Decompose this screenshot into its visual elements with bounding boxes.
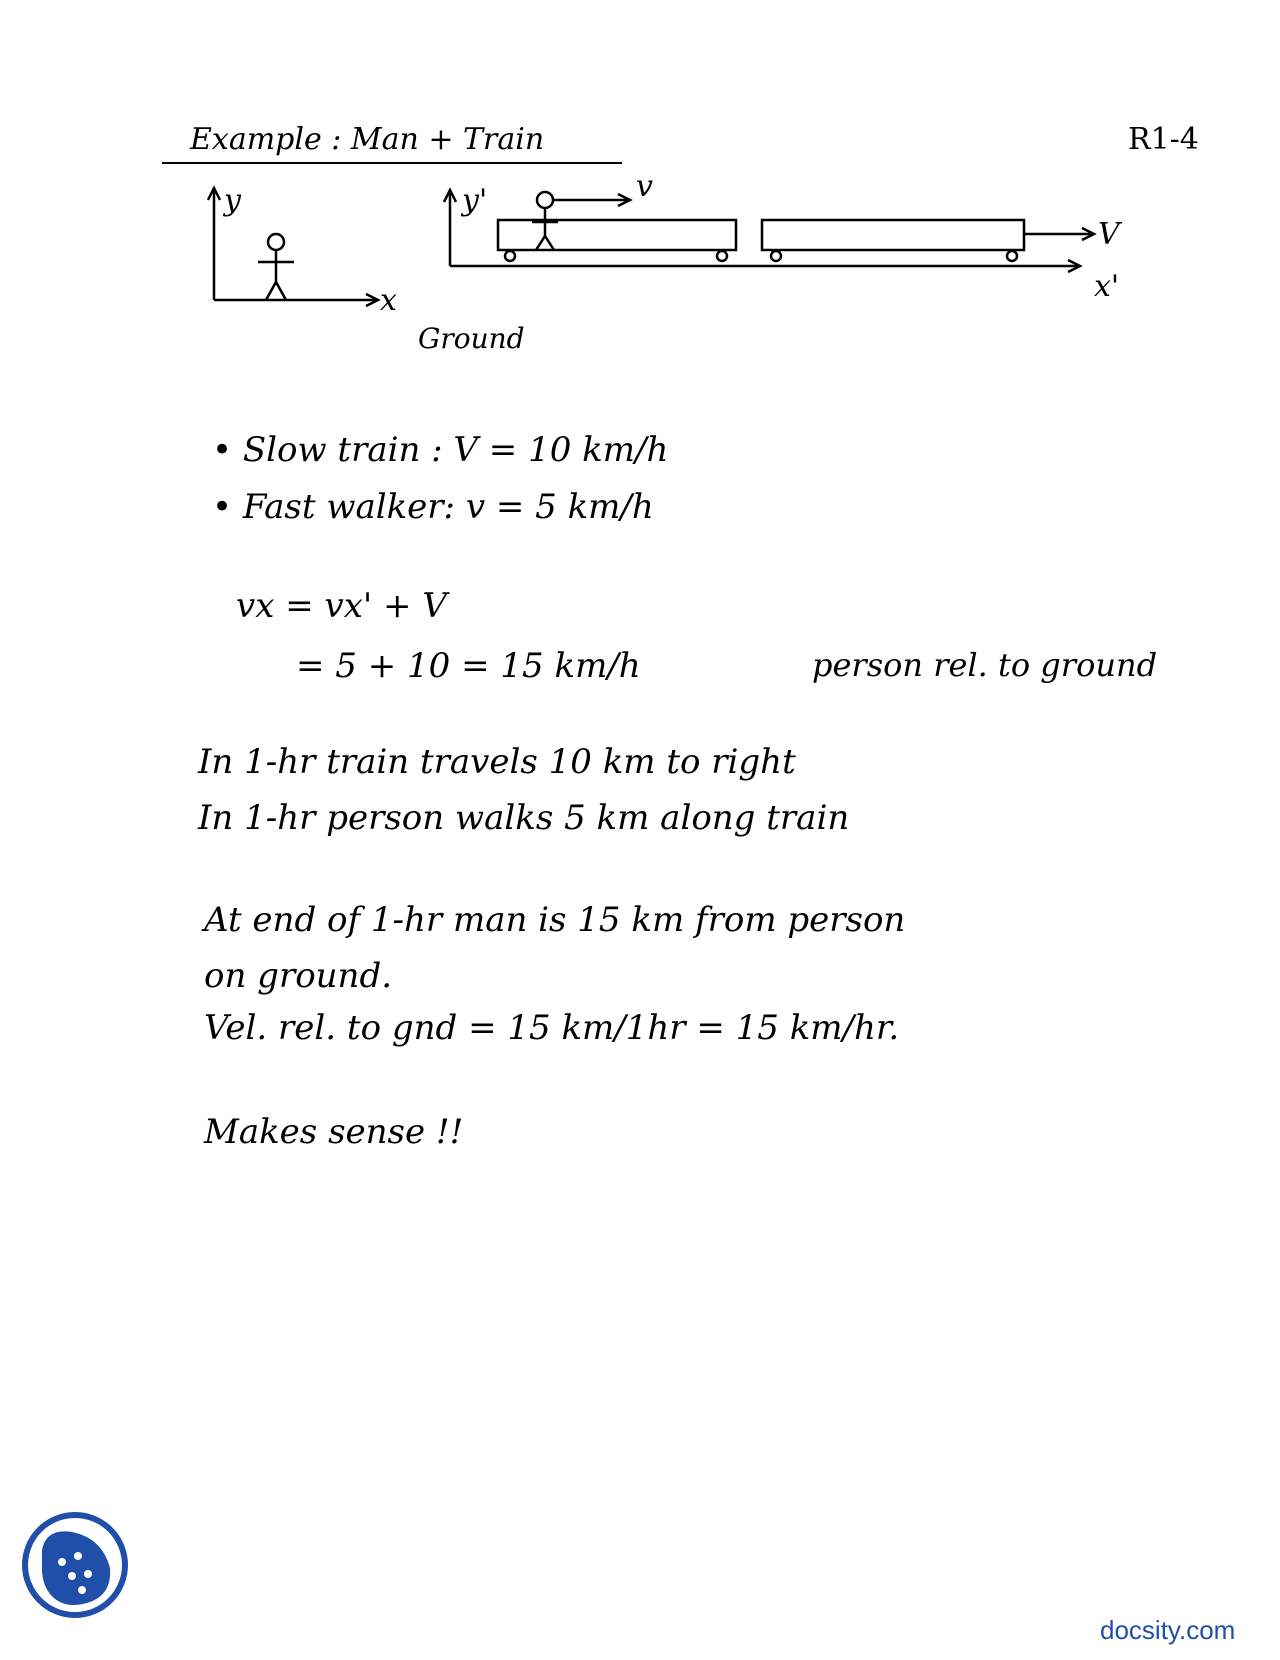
- ground-label: Ground: [418, 322, 525, 350]
- page-number: R1-4: [1128, 122, 1199, 157]
- text-line-end-of-hour: At end of 1-hr man is 15 km from person: [204, 900, 906, 940]
- train-car-2: [762, 220, 1024, 250]
- ground-x-label: x: [380, 283, 397, 318]
- title-underline: [162, 162, 622, 164]
- train-frame: [444, 190, 1094, 272]
- ground-y-label: y: [224, 183, 241, 218]
- text-line-on-ground: on ground.: [204, 956, 393, 996]
- train-car-1: [498, 220, 736, 250]
- velocity-note: person rel. to ground: [812, 646, 1158, 684]
- frames-diagram: [180, 170, 1170, 350]
- text-line-makes-sense: Makes sense !!: [204, 1112, 464, 1152]
- velocity-calculation: = 5 + 10 = 15 km/h: [296, 646, 641, 686]
- given-slow-train: • Slow train : V = 10 km/h: [212, 430, 669, 470]
- walker-velocity-label: v: [636, 170, 653, 204]
- train-x-label: x': [1094, 269, 1120, 304]
- velocity-equation: vx = vx' + V: [236, 586, 447, 626]
- text-line-velocity-result: Vel. rel. to gnd = 15 km/1hr = 15 km/hr.: [204, 1008, 900, 1048]
- train-velocity-label: V: [1098, 217, 1120, 252]
- brand-watermark: docsity.com: [1100, 1615, 1236, 1645]
- text-line-train-travels: In 1-hr train travels 10 km to right: [198, 742, 796, 782]
- train-y-label: y': [462, 183, 488, 218]
- docsity-logo-icon: [20, 1510, 130, 1620]
- text-line-person-walks: In 1-hr person walks 5 km along train: [198, 798, 850, 838]
- given-fast-walker: • Fast walker: v = 5 km/h: [212, 487, 654, 527]
- page-title: Example : Man + Train: [190, 122, 545, 157]
